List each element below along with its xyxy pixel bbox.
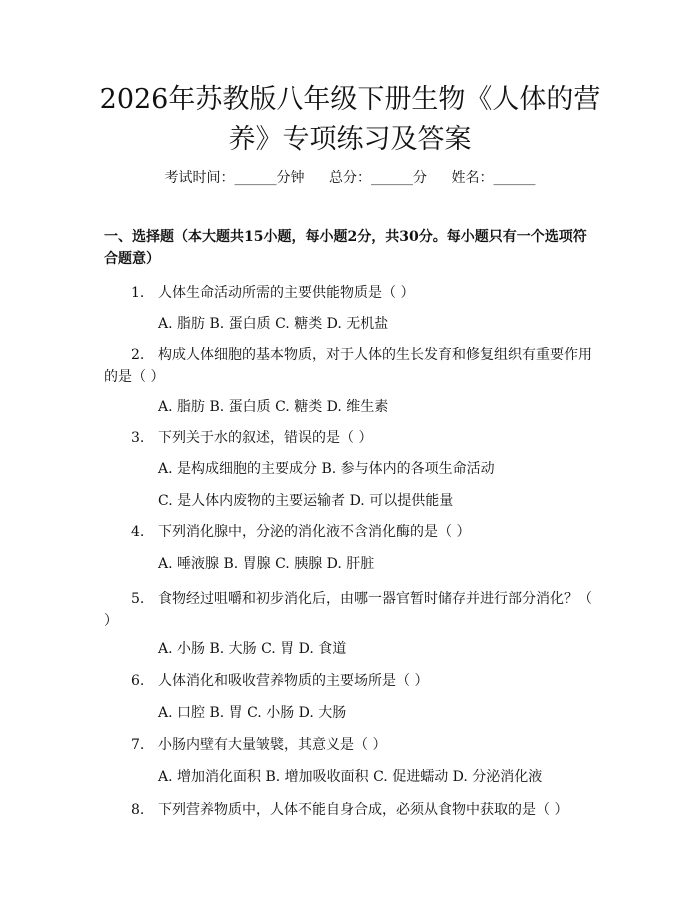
question-1 xyxy=(104,282,600,304)
question-6-options: A. 口腔 B. 胃 C. 小肠 D. 大肠 xyxy=(158,705,347,721)
question-7 xyxy=(104,734,600,756)
question-3 xyxy=(104,427,600,449)
question-number: 7. xyxy=(131,737,145,753)
question-7-options: A. 增加消化面积 B. 增加吸收面积 C. 促进蠕动 D. 分泌消化液 xyxy=(158,769,543,785)
question-text: 下列营养物质中，人体不能自身合成，必须从食物中获取的是（ ） xyxy=(158,802,569,818)
question-3-options-line-2: C. 是人体内废物的主要运输者 D. 可以提供能量 xyxy=(158,493,454,509)
question-number: 3. xyxy=(131,430,145,446)
question-text: 人体生命活动所需的主要供能物质是（ ） xyxy=(158,285,415,301)
section-heading: 一、选择题（本大题共15小题，每小题2分，共30分。每小题只有一个选项符合题意） xyxy=(104,229,587,267)
question-6 xyxy=(104,670,600,692)
question-1-options: A. 脂肪 B. 蛋白质 C. 糖类 D. 无机盐 xyxy=(158,316,389,332)
question-2 xyxy=(104,344,600,388)
title-line-2: 养》专项练习及答案 xyxy=(228,124,472,155)
exam-score: 总分：______分 xyxy=(329,170,427,186)
question-2-options: A. 脂肪 B. 蛋白质 C. 糖类 D. 维生素 xyxy=(158,399,389,415)
question-text: 下列关于水的叙述，错误的是（ ） xyxy=(158,430,373,446)
question-4 xyxy=(104,521,600,543)
document-title xyxy=(60,80,640,160)
question-text: 小肠内壁有大量皱襞，其意义是（ ） xyxy=(158,737,387,753)
question-number: 5. xyxy=(131,591,145,607)
question-number: 1. xyxy=(131,285,145,301)
question-5-options: A. 小肠 B. 大肠 C. 胃 D. 食道 xyxy=(158,641,347,657)
question-4-options: A. 唾液腺 B. 胃腺 C. 胰腺 D. 肝脏 xyxy=(158,556,375,572)
question-number: 4. xyxy=(131,524,145,540)
question-text: 下列消化腺中，分泌的消化液不含消化酶的是（ ） xyxy=(158,524,471,540)
exam-info xyxy=(0,168,700,188)
question-text: 构成人体细胞的基本物质，对于人体的生长发育和修复组织有重要作用的是（ ） xyxy=(104,347,592,385)
question-number: 2. xyxy=(131,347,145,363)
question-8 xyxy=(104,799,600,821)
question-5 xyxy=(104,588,600,632)
question-text: 人体消化和吸收营养物质的主要场所是（ ） xyxy=(158,673,429,689)
student-name: 姓名：______ xyxy=(451,170,536,186)
question-number: 6. xyxy=(131,673,145,689)
question-3-options-line-1: A. 是构成细胞的主要成分 B. 参与体内的各项生命活动 xyxy=(158,461,495,477)
title-line-1: 2026年苏教版八年级下册生物《人体的营 xyxy=(99,84,601,115)
exam-time: 考试时间：______分钟 xyxy=(164,170,305,186)
question-number: 8. xyxy=(131,802,145,818)
question-text: 食物经过咀嚼和初步消化后，由哪一器官暂时储存并进行部分消化？（ ） xyxy=(104,591,592,629)
